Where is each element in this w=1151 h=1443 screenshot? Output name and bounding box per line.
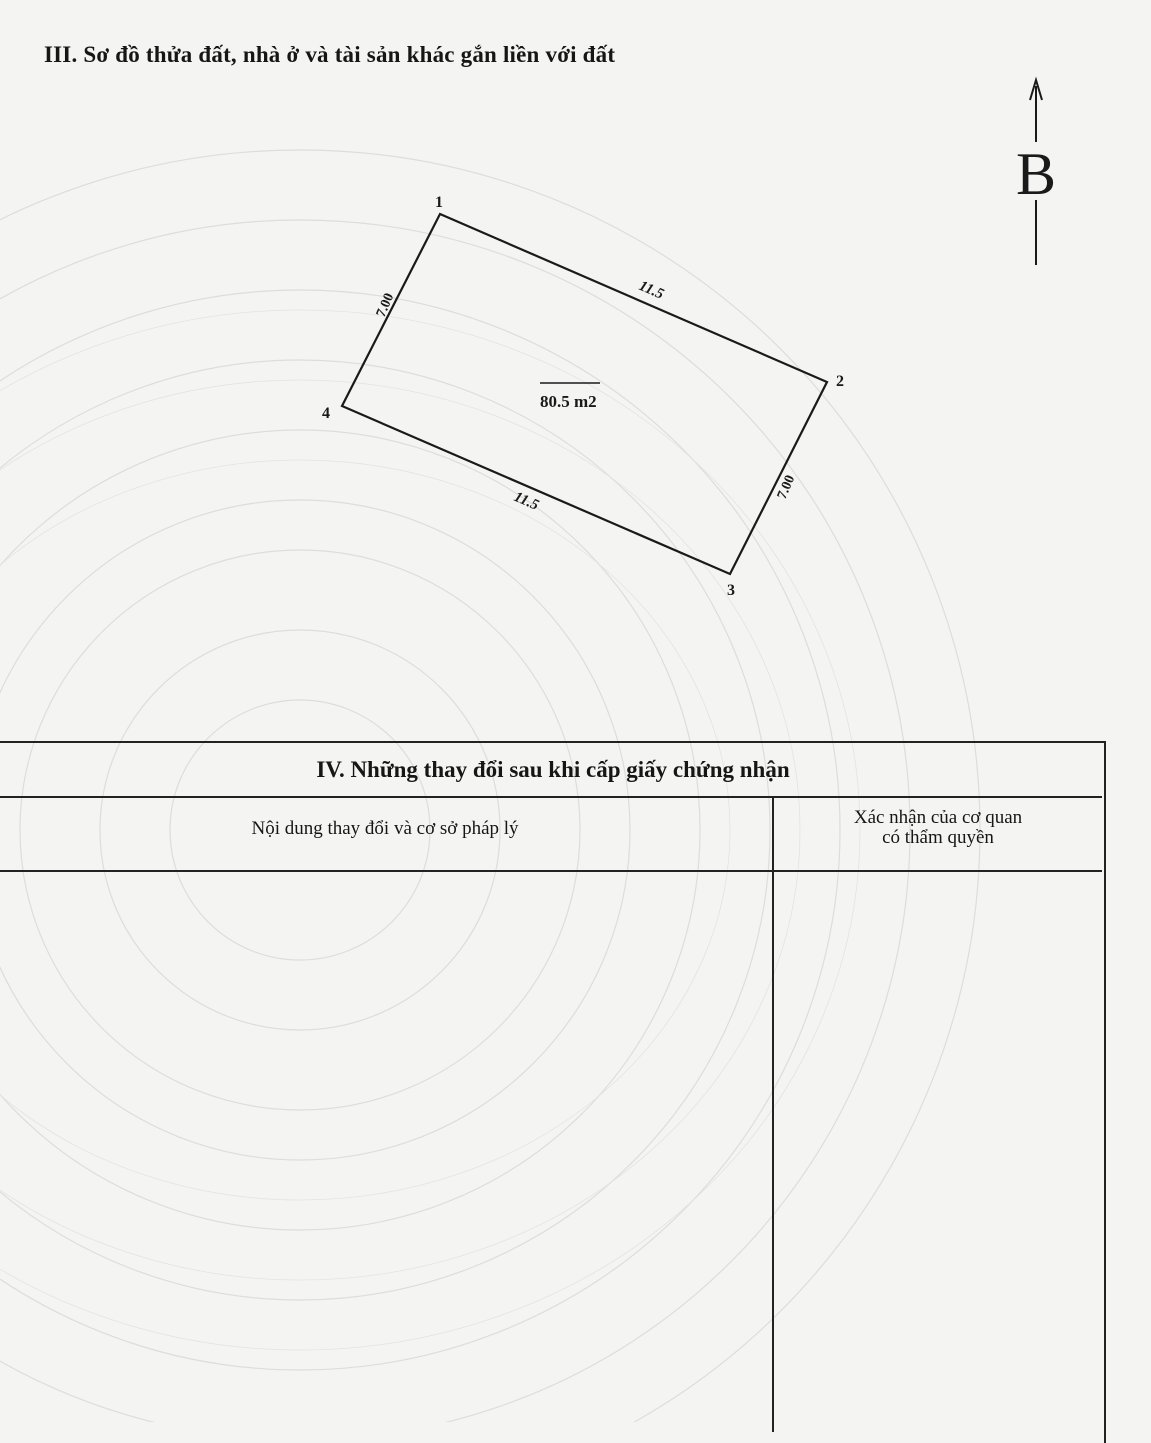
- section-4-title: IV. Những thay đổi sau khi cấp giấy chứng nhận: [0, 743, 1102, 798]
- edge-length-3-4: 11.5: [511, 488, 542, 514]
- column-header-change-content: Nội dung thay đổi và cơ sở pháp lý: [0, 798, 774, 872]
- edge-length-2-3: 7.00: [774, 473, 799, 502]
- edge-length-4-1: 7.00: [373, 291, 398, 320]
- changes-table: [0, 741, 1106, 1443]
- column-header-authority-line1: Xác nhận của cơ quan: [853, 807, 1023, 828]
- corner-label-3: 3: [727, 582, 735, 599]
- column-divider: [772, 872, 774, 1432]
- area-label: 80.5 m2: [540, 392, 597, 411]
- north-letter: B: [1015, 141, 1057, 207]
- corner-label-2: 2: [836, 373, 844, 390]
- section-3-heading: III. Sơ đồ thửa đất, nhà ở và tài sản khác gắn liền với đất: [44, 42, 616, 67]
- corner-label-1: 1: [435, 194, 443, 211]
- column-header-authority-confirmation: [774, 798, 1102, 872]
- edge-length-1-2: 11.5: [636, 277, 667, 303]
- column-header-authority-line2: có thẩm quyền: [882, 827, 994, 848]
- corner-label-4: 4: [322, 405, 330, 422]
